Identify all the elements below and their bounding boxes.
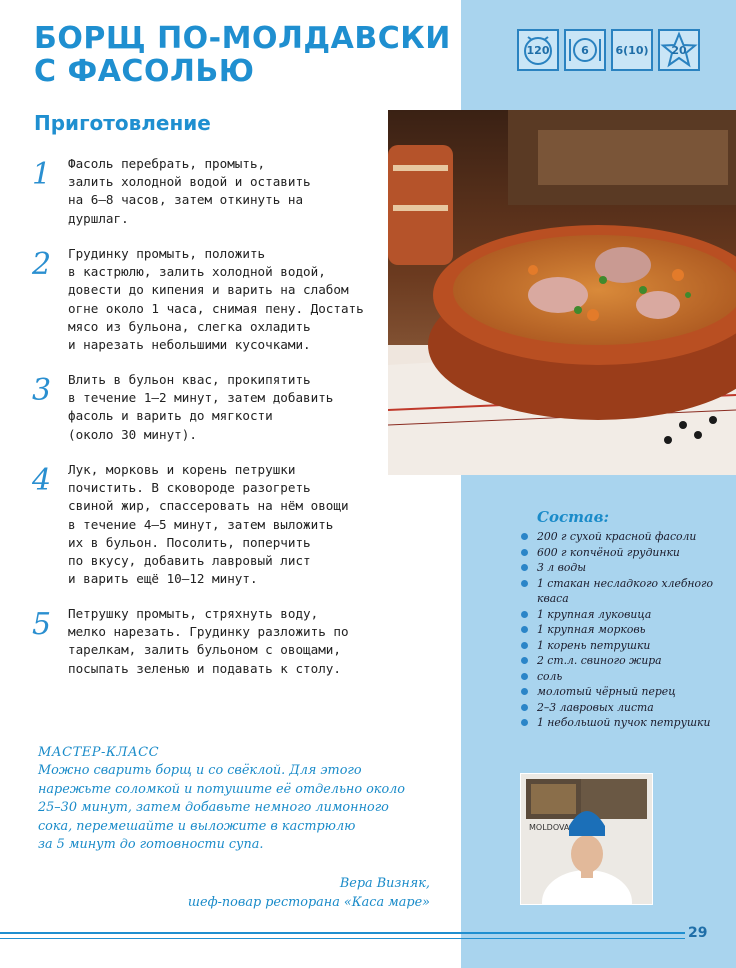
chef-role: шеф-повар ресторана «Каса маре»	[187, 895, 430, 910]
master-class-title: МАСТЕР-КЛАСС	[38, 745, 160, 760]
step-text	[68, 245, 373, 354]
footer-divider	[0, 932, 685, 934]
ingredient-text: 200 г сухой красной фасоли	[537, 530, 697, 543]
ingredient-text: 2 ст.л. свиного жира	[537, 654, 662, 667]
bullet-icon	[521, 642, 528, 649]
step-number: 4	[32, 463, 52, 498]
wall-sign: MOLDOVA	[529, 823, 570, 832]
ingredient-text: 3 л воды	[537, 561, 587, 574]
bullet-icon	[521, 533, 528, 540]
step-line: в кастрюлю, залить холодной водой,	[68, 264, 326, 280]
master-class-text	[38, 762, 438, 855]
title-line-1: БОРЩ ПО-МОЛДАВСКИ	[34, 21, 451, 56]
step-line: (около 30 минут).	[68, 426, 197, 442]
step-line: Грудинку промыть, положить	[68, 246, 266, 261]
ingredient-text: 1 крупная луковица	[537, 607, 652, 621]
rating-value: 20	[671, 43, 687, 57]
step-line: в течение 1–2 минут, затем добавить	[68, 390, 334, 406]
bullet-icon	[521, 673, 528, 680]
list-item	[521, 684, 731, 700]
step-line: мелко нарезать. Грудинку разложить по	[68, 624, 349, 640]
clock-icon	[517, 29, 559, 71]
step-text	[68, 155, 373, 228]
master-class-line: за 5 минут до готовности супа.	[38, 837, 264, 852]
list-item	[521, 560, 731, 576]
bullet-icon	[521, 611, 528, 618]
star-icon	[658, 29, 700, 71]
bullet-icon	[521, 704, 528, 711]
step-line: по вкусу, добавить лавровый лист	[68, 553, 311, 569]
step-line: Фасоль перебрать, промыть,	[68, 156, 266, 171]
section-subtitle: Приготовление	[34, 111, 211, 135]
list-item	[521, 576, 731, 607]
step-line: тарелкам, залить бульоном с овощами,	[68, 642, 341, 658]
plate-icon	[564, 29, 606, 71]
master-class-line: нарежьте соломкой и потушите её отдельно около	[38, 781, 406, 797]
ingredient-text: соль	[537, 669, 563, 683]
step-line: фасоль и варить до мягкости	[68, 408, 273, 424]
ingredients-list	[521, 529, 731, 731]
master-class-line: Можно сварить борщ и со свёклой. Для этого	[38, 763, 362, 778]
step-number: 3	[32, 373, 52, 408]
step-line: дуршлаг.	[68, 210, 129, 226]
ingredients-block	[521, 508, 731, 731]
step-number: 1	[32, 157, 52, 192]
bullet-icon	[521, 580, 528, 587]
title-line-2: С ФАСОЛЬЮ	[34, 54, 255, 89]
step-line: и варить ещё 10–12 минут.	[68, 571, 258, 587]
step-line: почистить. В сковороде разогреть	[68, 480, 311, 496]
master-class	[38, 745, 438, 855]
ingredient-text: 1 крупная морковь	[537, 623, 646, 636]
recipe-title	[34, 22, 454, 88]
bullet-icon	[521, 564, 528, 571]
step-number: 5	[32, 607, 52, 642]
ingredient-text: 1 небольшой пучок петрушки	[537, 716, 711, 729]
master-class-line: 25–30 минут, затем добавьте немного лимонного	[38, 800, 389, 815]
chef-photo	[520, 773, 653, 905]
step-line: мясо из бульона, слегка охладить	[68, 318, 311, 334]
list-item	[521, 622, 731, 638]
portions-value: 6(10)	[615, 43, 649, 57]
footer-divider-thin	[0, 938, 685, 939]
step-line: довести до кипения и варить на слабом	[68, 282, 349, 298]
step-text	[68, 461, 373, 588]
bullet-icon	[521, 549, 528, 556]
page-number: 29	[688, 925, 708, 941]
ingredient-text: 2–3 лавровых листа	[537, 700, 654, 714]
signature	[188, 874, 430, 912]
step-number: 2	[32, 247, 52, 282]
list-item	[521, 715, 731, 731]
bullet-icon	[521, 688, 528, 695]
list-item	[521, 653, 731, 669]
list-item	[521, 607, 731, 623]
list-item	[521, 700, 731, 716]
ingredient-text: 1 стакан несладкого хлебного кваса	[537, 576, 714, 605]
step-line: свиной жир, спассеровать на нём овощи	[68, 498, 349, 514]
portions-icon	[611, 29, 653, 71]
step-line: в течение 4–5 минут, затем выложить	[68, 516, 334, 532]
step-text	[68, 605, 373, 678]
step-line: их в бульон. Посолить, поперчить	[68, 534, 311, 550]
ingredient-text: 600 г копчёной грудинки	[537, 545, 680, 559]
step-line: и нарезать небольшими кусочками.	[68, 337, 311, 353]
info-icons	[517, 29, 700, 71]
soup-photo	[388, 110, 736, 475]
step-line: огне около 1 часа, снимая пену. Достать	[68, 300, 364, 316]
step-line: посыпать зеленью и подавать к столу.	[68, 660, 341, 676]
step-line: залить холодной водой и оставить	[68, 174, 311, 190]
list-item	[521, 638, 731, 654]
ingredient-text: молотый чёрный перец	[537, 685, 676, 698]
list-item	[521, 669, 731, 685]
step-line: Лук, морковь и корень петрушки	[68, 462, 296, 477]
step-line: на 6–8 часов, затем откинуть на	[68, 192, 304, 208]
list-item	[521, 545, 731, 561]
ingredient-text: 1 корень петрушки	[537, 638, 651, 652]
time-value: 120	[526, 43, 550, 57]
ingredients-title: Состав:	[537, 508, 610, 526]
list-item	[521, 529, 731, 545]
chef-name: Вера Визняк,	[339, 876, 430, 891]
master-class-line: сока, перемешайте и выложите в кастрюлю	[38, 818, 356, 834]
step-line: Петрушку промыть, стряхнуть воду,	[68, 606, 319, 621]
step-text	[68, 371, 373, 444]
servings-value: 6	[581, 43, 589, 57]
bullet-icon	[521, 626, 528, 633]
bullet-icon	[521, 719, 528, 726]
bullet-icon	[521, 657, 528, 664]
step-line: Влить в бульон квас, прокипятить	[68, 372, 311, 387]
